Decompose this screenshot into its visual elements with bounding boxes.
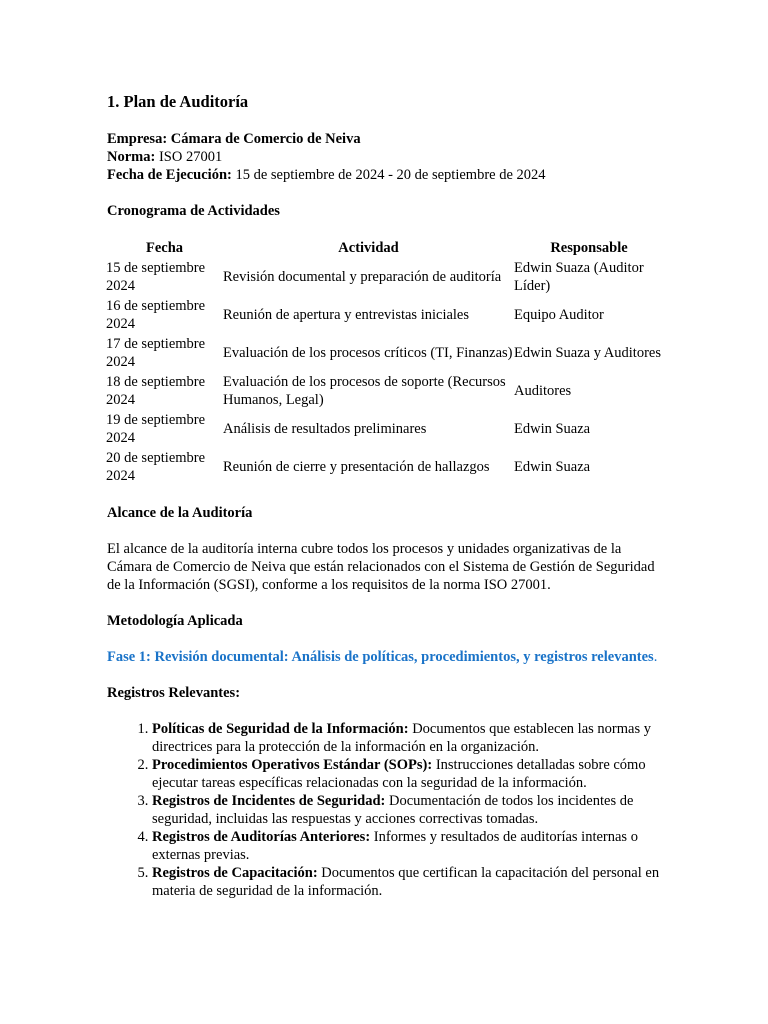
record-text: Documentos que certifican la capacitación del personal en materia de seguridad de la información. [152, 865, 660, 899]
record-label: Registros de Incidentes de Seguridad: [152, 793, 386, 809]
phase-1-period: . [653, 649, 658, 665]
scope-text: El alcance de la auditoría interna cubre todos los procesos y unidades organizativas de la Cámara de Comercio de Neiva que están relacionados con el Sistema de Gestión de Seguridad de la Información (SGSI), conforme a los requisitos de la norma ISO 27001. [107, 541, 655, 593]
row-responsible: Edwin Suaza y Auditores [514, 345, 661, 361]
record-text: Informes y resultados de auditorías internas o externas previas. [152, 829, 638, 863]
empresa-label: Empresa: Cámara de Comercio de Neiva [107, 131, 361, 147]
row-responsible: Edwin Suaza [514, 459, 591, 475]
fecha-label: Fecha de Ejecución: [107, 167, 232, 183]
table-row [106, 296, 664, 334]
record-text: Documentos que establecen las normas y directrices para la protección de la información en la organización. [152, 721, 651, 755]
row-activity: Reunión de apertura y entrevistas iniciales [223, 307, 470, 323]
schedule-title: Cronograma de Actividades [107, 203, 280, 219]
phase-1-text: Fase 1: Revisión documental: Análisis de políticas, procedimientos, y registros relevantes [107, 649, 654, 665]
record-label: Procedimientos Operativos Estándar (SOPs): [152, 757, 433, 773]
row-responsible: Auditores [514, 383, 572, 399]
header-fecha: Fecha [145, 240, 184, 256]
row-date: 16 de septiembre 2024 [106, 298, 206, 332]
norma-line [107, 148, 667, 166]
row-date: 20 de septiembre 2024 [106, 450, 206, 484]
table-row [106, 334, 664, 372]
list-item [152, 792, 667, 828]
scope-title: Alcance de la Auditoría [107, 505, 253, 521]
table-row [106, 410, 664, 448]
row-activity: Análisis de resultados preliminares [223, 421, 427, 437]
row-date: 18 de septiembre 2024 [106, 374, 206, 408]
table-row [106, 448, 664, 486]
row-activity: Evaluación de los procesos de soporte (Recursos Humanos, Legal) [223, 374, 506, 408]
header-actividad: Actividad [338, 240, 399, 256]
row-responsible: Equipo Auditor [514, 307, 604, 323]
list-item [152, 756, 667, 792]
schedule-header-row [106, 238, 664, 258]
row-activity: Reunión de cierre y presentación de hallazgos [223, 459, 490, 475]
table-row [106, 258, 664, 296]
phase-1-heading [107, 648, 667, 666]
document-content [107, 92, 667, 900]
record-text: Documentación de todos los incidentes de seguridad, incluidas las respuestas y acciones correctivas tomadas. [152, 793, 634, 827]
row-date: 17 de septiembre 2024 [106, 336, 206, 370]
records-title: Registros Relevantes: [107, 685, 241, 701]
fecha-line [107, 166, 667, 184]
record-text: Instrucciones detalladas sobre cómo ejecutar tareas específicas relacionadas con la seguridad de la información. [152, 757, 646, 791]
row-responsible: Edwin Suaza (Auditor Líder) [514, 260, 644, 294]
norma-value: ISO 27001 [155, 149, 223, 165]
schedule-table [106, 238, 664, 486]
methodology-title: Metodología Aplicada [107, 613, 243, 629]
record-label: Políticas de Seguridad de la Información: [152, 721, 409, 737]
list-item [152, 864, 667, 900]
row-activity: Evaluación de los procesos críticos (TI, Finanzas) [223, 345, 513, 361]
row-date: 19 de septiembre 2024 [106, 412, 206, 446]
records-list [107, 720, 667, 900]
page-title: 1. Plan de Auditoría [107, 92, 249, 111]
row-activity: Revisión documental y preparación de auditoría [223, 269, 502, 285]
row-responsible: Edwin Suaza [514, 421, 591, 437]
norma-label: Norma: [107, 149, 156, 165]
table-row [106, 372, 664, 410]
empresa-line [107, 130, 667, 148]
audit-meta [107, 130, 667, 184]
header-responsable: Responsable [550, 240, 628, 256]
row-date: 15 de septiembre 2024 [106, 260, 206, 294]
list-item [152, 720, 667, 756]
list-item [152, 828, 667, 864]
record-label: Registros de Capacitación: [152, 865, 318, 881]
fecha-value: 15 de septiembre de 2024 - 20 de septiembre de 2024 [231, 167, 546, 183]
record-label: Registros de Auditorías Anteriores: [152, 829, 371, 845]
